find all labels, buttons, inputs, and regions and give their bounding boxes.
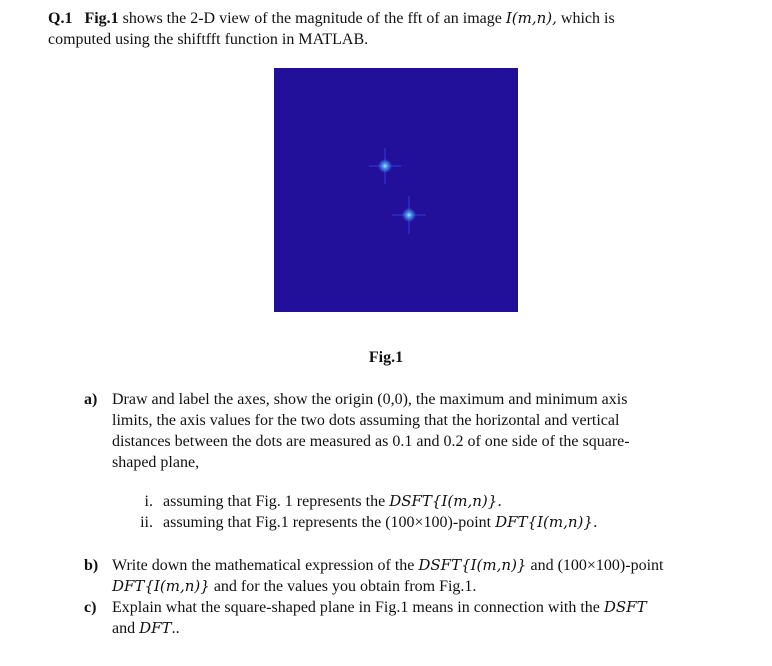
part-a-body [112,389,630,473]
figure-caption: Fig.1 [368,349,404,366]
part-c [84,597,744,639]
sub-item-i [144,491,723,512]
part-a-label: a) [84,391,98,408]
question-text-end: which is [560,10,615,27]
plane-background [274,68,518,312]
question-line-1 [48,8,748,29]
part-a-line: limits, the axis values for the two dots assuming that the horizontal and vertical [112,412,620,429]
part-a-line: shaped plane, [112,454,200,471]
question-header [48,8,748,50]
part-b-body [112,555,663,597]
dsft-expression: DSFT{I(m,n)} [418,556,527,574]
dsft-expression: DSFT{I(m,n)}. [389,492,503,510]
image-expression: I(m,n), [505,9,557,27]
part-c-line-2 [112,618,647,639]
part-a [84,389,734,479]
dft-expression: DFT{I(m,n)}. [495,513,598,531]
part-b-text: and for the values you obtain from Fig.1. [213,578,477,595]
part-c-text: and [112,620,136,637]
part-c-label: c) [84,599,97,616]
part-c-text: Explain what the square-shaped plane in Fig.1 means in connection with the [112,599,600,616]
part-c-text: .. [171,620,180,637]
fft-plane [274,68,518,312]
part-b-line-1 [112,555,663,576]
part-a-line: Draw and label the axes, show the origin (0,0), the maximum and minimum axis [112,391,628,408]
sub-item-text: assuming that Fig. 1 represents the [163,493,386,510]
fft-magnitude-figure [274,68,518,312]
part-a-line: distances between the dots are measured as 0.1 and 0.2 of one side of the square- [112,433,630,450]
sub-item-number: i. [144,493,153,510]
part-b-label: b) [84,557,99,574]
question-text: shows the 2-D view of the magnitude of the fft of an image [122,10,502,27]
dft-term: DFT [139,619,172,637]
figure-reference: Fig.1 [84,10,119,27]
sub-item-text: assuming that Fig.1 represents the (100×100)-point [163,514,492,531]
question-line-2: computed using the shiftfft function in MATLAB. [48,31,369,48]
sub-item-ii [140,512,723,533]
part-b-text: and (100×100)-point [530,557,664,574]
dft-expression: DFT{I(m,n)} [112,577,210,595]
dsft-term: DSFT [603,598,647,616]
part-c-line-1 [112,597,647,618]
part-b-line-2 [112,576,663,597]
question-label: Q.1 [48,10,73,27]
part-c-body [112,597,647,639]
part-b [84,555,744,597]
part-b-text: Write down the mathematical expression of the [112,557,415,574]
sub-item-number: ii. [140,514,153,531]
